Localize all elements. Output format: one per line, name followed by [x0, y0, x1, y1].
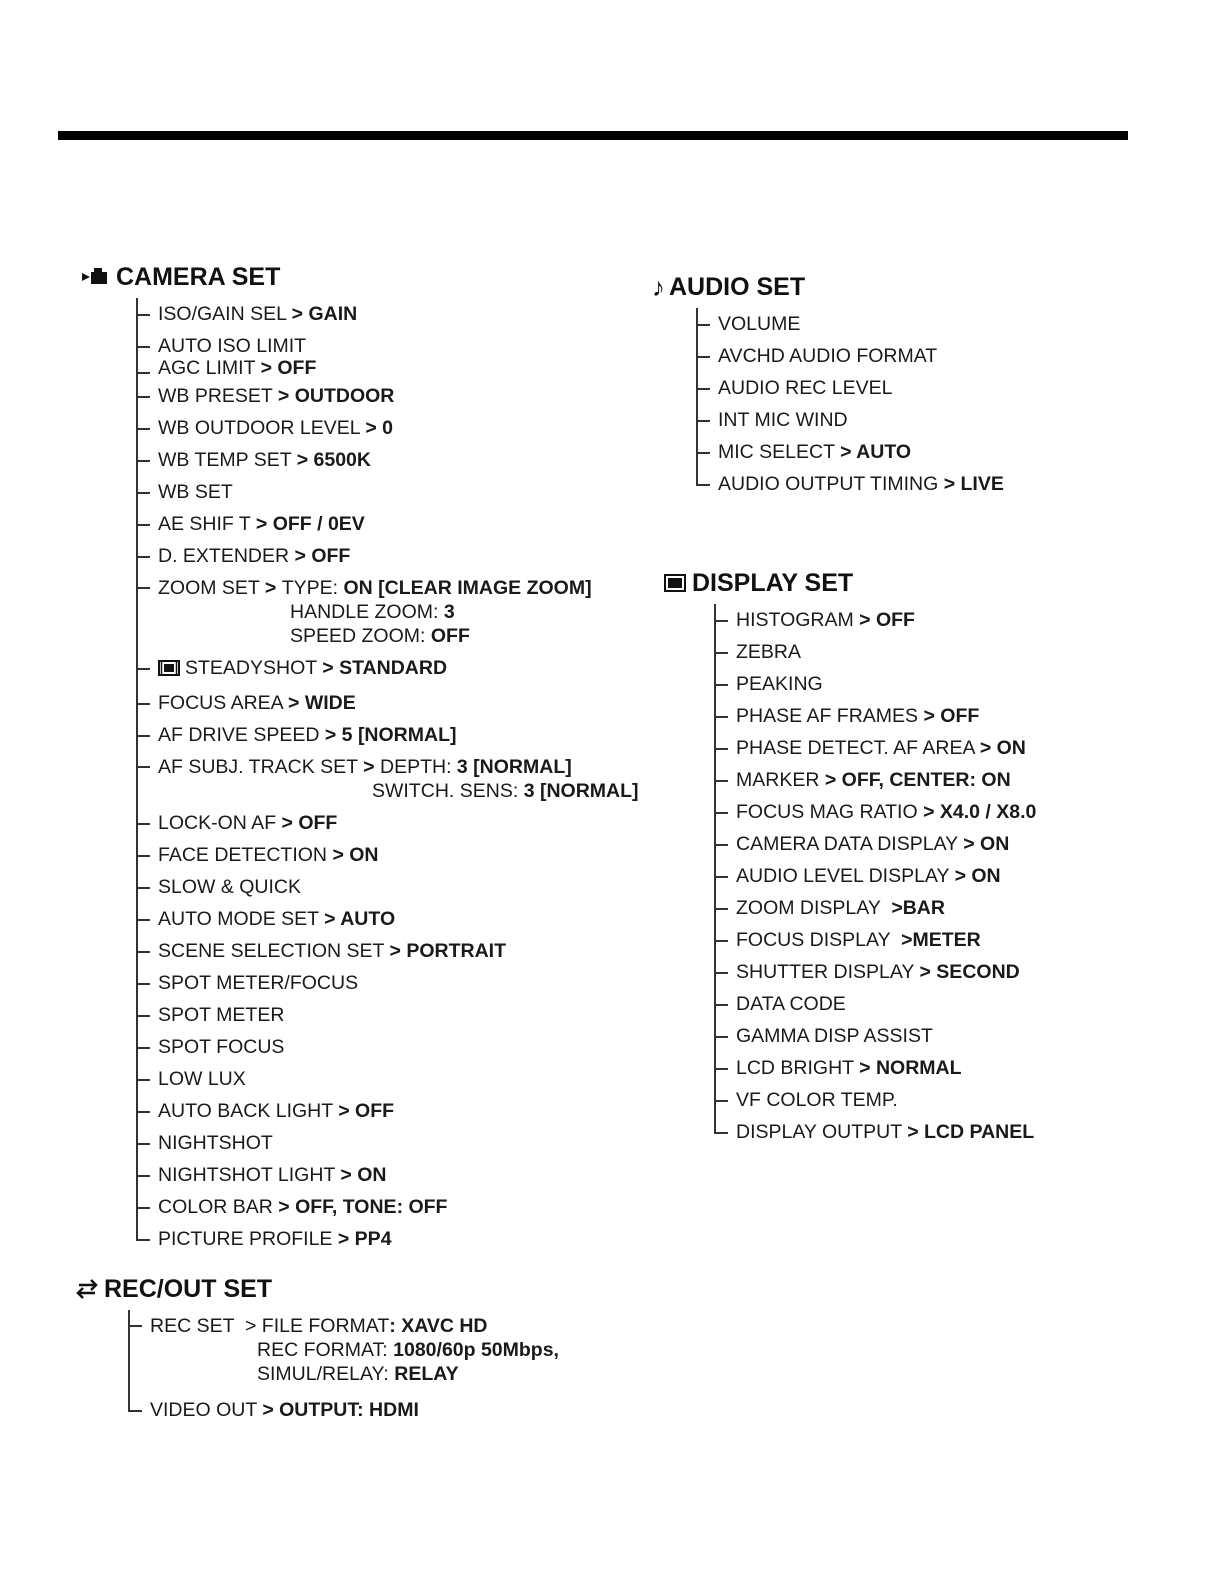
display-item-histogram: HISTOGRAM > OFF	[714, 604, 1036, 636]
monitor-icon	[664, 574, 686, 592]
audio-item-audio-rec-level: AUDIO REC LEVEL	[696, 372, 1004, 404]
audio-item-int-mic-wind: INT MIC WIND	[696, 404, 1004, 436]
audio-item-mic-select: MIC SELECT > AUTO	[696, 436, 1004, 468]
camera-set-tree	[136, 298, 639, 1255]
display-set-title: DISPLAY SET	[692, 568, 854, 597]
camera-set-title: CAMERA SET	[116, 262, 281, 291]
camera-item-face-detection: FACE DETECTION > ON	[136, 839, 639, 871]
audio-item-audio-output-timing: AUDIO OUTPUT TIMING > LIVE	[696, 468, 1004, 500]
audio-set-tree	[696, 308, 1004, 500]
rec-out-set-heading	[76, 1272, 559, 1306]
display-item-focus-display: FOCUS DISPLAY >METER	[714, 924, 1036, 956]
music-note-icon: ♪	[652, 271, 665, 302]
camera-item-steadyshot: STEADYSHOT > STANDARD	[136, 652, 639, 687]
display-item-lcd-bright: LCD BRIGHT > NORMAL	[714, 1052, 1036, 1084]
camera-icon	[80, 266, 110, 288]
camera-item-wb-outdoor-level: WB OUTDOOR LEVEL > 0	[136, 412, 639, 444]
camera-item-focus-area: FOCUS AREA > WIDE	[136, 687, 639, 719]
display-set-tree	[714, 604, 1036, 1148]
camera-item-wb-preset: WB PRESET > OUTDOOR	[136, 380, 639, 412]
audio-set-title: AUDIO SET	[669, 272, 806, 301]
display-item-focus-mag-ratio: FOCUS MAG RATIO > X4.0 / X8.0	[714, 796, 1036, 828]
camera-set-section	[80, 260, 639, 1255]
camera-item-auto-back-light: AUTO BACK LIGHT > OFF	[136, 1095, 639, 1127]
camera-item-scene-selection-set: SCENE SELECTION SET > PORTRAIT	[136, 935, 639, 967]
display-item-zoom-display: ZOOM DISPLAY >BAR	[714, 892, 1036, 924]
camera-item-spot-focus: SPOT FOCUS	[136, 1031, 639, 1063]
display-item-phase-detect-af-area: PHASE DETECT. AF AREA > ON	[714, 732, 1036, 764]
camera-item-af-subj-track-set: AF SUBJ. TRACK SET > DEPTH: 3 [NORMAL] SWITCH. SENS: 3 [NORMAL]	[136, 751, 639, 807]
display-item-vf-color-temp: VF COLOR TEMP.	[714, 1084, 1036, 1116]
audio-set-section	[652, 270, 1004, 500]
camera-item-ae-shift: AE SHIF T > OFF / 0EV	[136, 508, 639, 540]
camera-item-nightshot: NIGHTSHOT	[136, 1127, 639, 1159]
audio-item-avchd-audio-format: AVCHD AUDIO FORMAT	[696, 340, 1004, 372]
camera-item-agc-limit: AGC LIMIT > OFF	[136, 356, 639, 380]
camera-item-slow-quick: SLOW & QUICK	[136, 871, 639, 903]
display-item-shutter-display: SHUTTER DISPLAY > SECOND	[714, 956, 1036, 988]
display-set-section	[664, 566, 1036, 1148]
camera-item-spot-meter: SPOT METER	[136, 999, 639, 1031]
rec-out-set-title: REC/OUT SET	[104, 1274, 273, 1303]
display-item-zebra: ZEBRA	[714, 636, 1036, 668]
display-item-peaking: PEAKING	[714, 668, 1036, 700]
camera-set-heading	[80, 260, 639, 294]
display-item-audio-level-display: AUDIO LEVEL DISPLAY > ON	[714, 860, 1036, 892]
audio-item-volume: VOLUME	[696, 308, 1004, 340]
swap-arrows-icon	[76, 1279, 98, 1299]
audio-set-heading	[652, 270, 1004, 304]
camera-item-auto-iso-limit: AUTO ISO LIMIT	[136, 330, 639, 362]
camera-item-color-bar: COLOR BAR > OFF, TONE: OFF	[136, 1191, 639, 1223]
camera-item-wb-set: WB SET	[136, 476, 639, 508]
steadyshot-icon	[158, 655, 180, 687]
display-item-phase-af-frames: PHASE AF FRAMES > OFF	[714, 700, 1036, 732]
camera-item-af-drive-speed: AF DRIVE SPEED > 5 [NORMAL]	[136, 719, 639, 751]
camera-item-nightshot-light: NIGHTSHOT LIGHT > ON	[136, 1159, 639, 1191]
camera-item-picture-profile: PICTURE PROFILE > PP4	[136, 1223, 639, 1255]
camera-item-low-lux: LOW LUX	[136, 1063, 639, 1095]
camera-item-d-extender: D. EXTENDER > OFF	[136, 540, 639, 572]
camera-item-spot-meter-focus: SPOT METER/FOCUS	[136, 967, 639, 999]
camera-item-iso-gain-sel: ISO/GAIN SEL > GAIN	[136, 298, 639, 330]
camera-item-auto-mode-set: AUTO MODE SET > AUTO	[136, 903, 639, 935]
rec-out-set-section	[76, 1272, 559, 1426]
display-item-gamma-disp-assist: GAMMA DISP ASSIST	[714, 1020, 1036, 1052]
display-item-marker: MARKER > OFF, CENTER: ON	[714, 764, 1036, 796]
display-item-camera-data-display: CAMERA DATA DISPLAY > ON	[714, 828, 1036, 860]
camera-item-lock-on-af: LOCK-ON AF > OFF	[136, 807, 639, 839]
recout-item-rec-set: REC SET > FILE FORMAT: XAVC HD REC FORMAT: 1080/60p 50Mbps, SIMUL/RELAY: RELAY	[128, 1310, 559, 1390]
rec-out-set-tree	[128, 1310, 559, 1426]
display-item-data-code: DATA CODE	[714, 988, 1036, 1020]
top-rule	[58, 131, 1128, 140]
display-item-display-output: DISPLAY OUTPUT > LCD PANEL	[714, 1116, 1036, 1148]
display-set-heading	[664, 566, 1036, 600]
camera-item-wb-temp-set: WB TEMP SET > 6500K	[136, 444, 639, 476]
recout-item-video-out: VIDEO OUT > OUTPUT: HDMI	[128, 1394, 559, 1426]
camera-item-zoom-set: ZOOM SET > TYPE: ON [CLEAR IMAGE ZOOM] HANDLE ZOOM: 3 SPEED ZOOM: OFF	[136, 572, 639, 652]
